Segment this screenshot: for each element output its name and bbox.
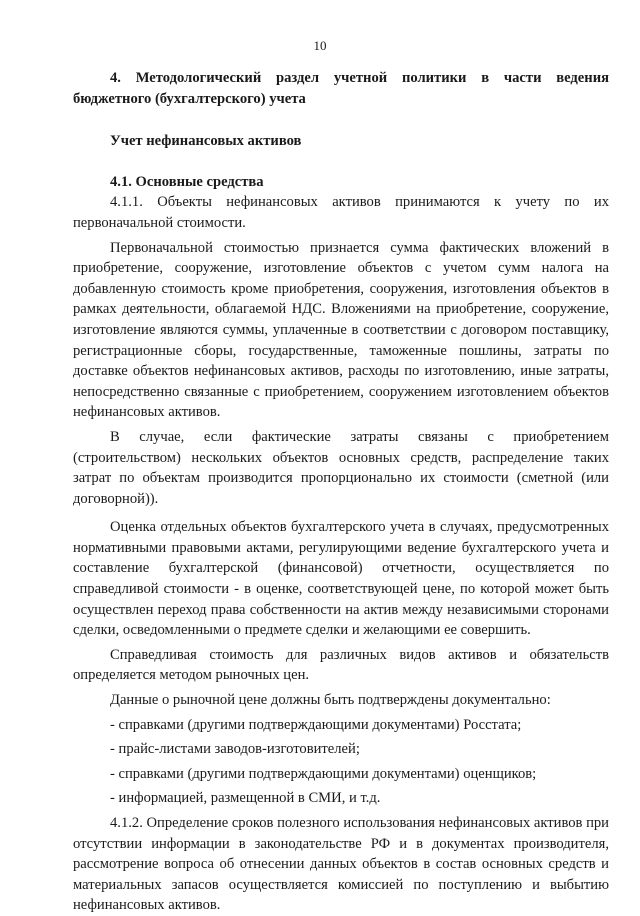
page-number: 10 <box>313 38 327 53</box>
list-item: - прайс-листами заводов-изготовителей; <box>110 741 360 758</box>
paragraph-market-price-method: Справедливая стоимость для различных видов активов и обязательств определяется методом рыночных цен. <box>73 646 609 684</box>
section-heading-fixed-assets: 4.1. Основные средства <box>110 173 264 190</box>
list-item: - справками (другими подтверждающими документами) Росстата; <box>110 716 522 733</box>
section-heading-methodological: 4. Методологический раздел учетной политики в части ведения бюджетного (бухгалтерского) учета <box>73 70 609 107</box>
paragraph-market-price-data: Данные о рыночной цене должны быть подтверждены документально: <box>110 692 551 709</box>
paragraph-4-1-2: 4.1.2. Определение сроков полезного использования нефинансовых активов при отсутствии информации в законодательстве РФ и в документах производителя, рассмотрение вопроса об отнесении данных объектов в состав основных средств и материальных запасов осуществляется комиссией по поступлению и выбытию нефинансовых активов. <box>73 815 609 914</box>
paragraph-cost-distribution: В случае, если фактические затраты связаны с приобретением (строительством) нескольких объектов основных средств, распределение таких затрат по объектам производится пропорционально их стоимости (сметной (или договорной)). <box>73 428 609 507</box>
paragraph-fair-value-assessment: Оценка отдельных объектов бухгалтерского учета в случаях, предусмотренных нормативными правовыми актами, регулирующими ведение бухгалтерского учета и составление бухгалтерской (финансовой) отчетности, осуществляется по справедливой стоимости - в оценке, соответствующей цене, по которой может быть осуществлен переход права собственности на актив между независимыми сторонами сделки, осведомленными о предмете сделки и желающими ее совершить. <box>73 519 609 639</box>
subheading-nonfinancial-assets: Учет нефинансовых активов <box>110 133 302 150</box>
document-body <box>73 66 609 916</box>
list-item: - справками (другими подтверждающими документами) оценщиков; <box>110 765 537 782</box>
paragraph-initial-cost: Первоначальной стоимостью признается сумма фактических вложений в приобретение, сооружение, изготовление объектов с учетом сумм налога на добавленную стоимость кроме приобретения, сооружения, изготовления объектов в рамках деятельности, облагаемой НДС. Вложениями на приобретение, сооружение, изготовление являются суммы, уплаченные в соответствии с договором поставщику, регистрационные сборы, государственные, таможенные пошлины, затраты по доставке объектов нефинансовых активов, расходы по изготовлению, иные затраты, непосредственно связанные с приобретением, сооружением изготовлением объектов нефинансовых активов. <box>73 239 609 421</box>
paragraph-4-1-1: 4.1.1. Объекты нефинансовых активов принимаются к учету по их первоначальной стоимости. <box>73 194 609 231</box>
list-item: - информацией, размещенной в СМИ, и т.д. <box>110 790 381 807</box>
